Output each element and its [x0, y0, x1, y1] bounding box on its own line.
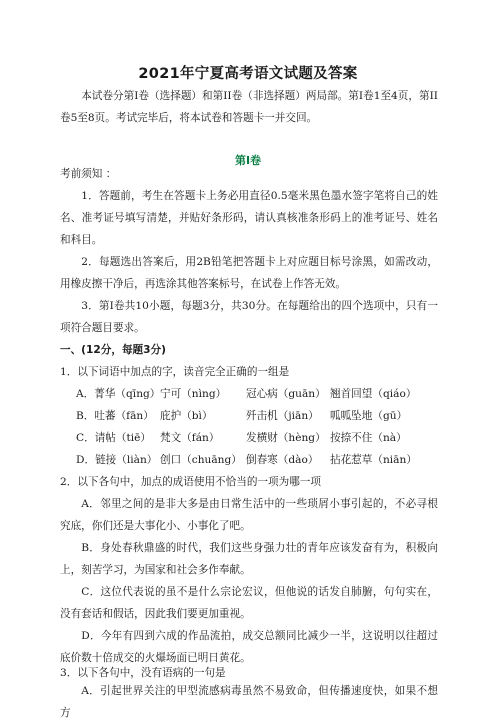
question-stem: 3．以下各句中，没有语病的一句是 — [60, 667, 226, 679]
option-cell: D．链接（liàn） — [76, 454, 158, 466]
option-row — [76, 405, 446, 427]
question-option: A．引起世界关注的甲型流感病毒虽然不易致命，但传播速度快，如果不想方 — [60, 685, 438, 719]
question-option: C．这位代表说的虽不是什么宗论宏议，但他说的话发自肺腑，句句实在，没有套话和假话，因此我们要更加重视。 — [60, 586, 438, 620]
notice-item: 3．第Ⅰ卷共10小题，每题3分，共30分。在每题给出的四个选项中，只有一项符合题目要求。 — [60, 300, 438, 334]
option-cell: C．请帖（tiē） — [76, 432, 151, 444]
question-option: B．身处春秋鼎盛的时代，我们这些身强力壮的青年应该发奋有为，积极向上，刻苦学习，为国家和社会多作奉献。 — [60, 542, 438, 576]
option-cell: 发横财（hèng） — [246, 432, 326, 444]
option-cell: 翘首回望（qiáo） — [330, 388, 417, 400]
notice-item: 2．每题选出答案后，用2B铅笔把答题卡上对应题目标号涂黑，如需改动，用橡皮擦干净后，再选涂其他答案标号，在试卷上作答无效。 — [60, 256, 438, 290]
option-cell: B．吐蕃（fān） — [76, 410, 154, 422]
notice-label: 考前须知 ： — [60, 168, 117, 180]
option-cell: 冠心病（guān） — [246, 388, 326, 400]
question-stem: 1．以下词语中加点的字，读音完全正确的一组是 — [60, 366, 290, 378]
option-cell: 倒春寒（dào） — [246, 454, 319, 466]
document-title: 2021年宁夏高考语文试题及答案 — [138, 66, 358, 82]
option-cell: 庇护（bì） — [160, 410, 213, 422]
option-row — [76, 449, 446, 471]
option-row — [76, 383, 446, 405]
notice-item: 1．答题前，考生在答题卡上务必用直径0.5毫米黑色墨水签字笔将自己的姓名、准考证号填写清楚，并贴好条形码，请认真核准条形码上的准考证号、姓名和科目。 — [60, 190, 438, 246]
option-cell: 创口（chuāng） — [160, 454, 242, 466]
intro-paragraph: 本试卷分第Ⅰ卷（选择题）和第II卷（非选择题）两局部。第Ⅰ卷1至4页，第II卷5至8页。考试完毕后，将本试卷和答题卡一并交回。 — [60, 90, 438, 124]
question-option: A．邻里之间的是非大多是由日常生活中的一些琐屑小事引起的，不必寻根究底，你们还是大事化小、小事化了吧。 — [60, 498, 438, 532]
option-row — [76, 427, 446, 449]
option-cell: A．菁华（qīng） — [76, 388, 161, 400]
option-cell: 歼击机（jiān） — [246, 410, 319, 422]
question-stem: 2．以下各句中，加点的成语使用不恰当的一项为哪一项 — [60, 476, 321, 488]
section-heading: 一、(12分，每题3分) — [60, 344, 166, 356]
volume-heading: 第Ⅰ卷 — [234, 154, 262, 167]
option-cell: 按捺不住（nà） — [330, 432, 407, 444]
option-cell: 宁可（nìng） — [160, 388, 227, 400]
question-option: D．今年有四到六成的作品流拍，成交总额同比减少一半，这说明以往超过底价数十倍成交的火爆场面已明日黄花。 — [60, 630, 438, 664]
option-cell: 呱呱坠地（gū） — [330, 410, 408, 422]
option-cell: 拈花惹草（niān） — [330, 454, 417, 466]
option-cell: 梵文（fán） — [160, 432, 220, 444]
